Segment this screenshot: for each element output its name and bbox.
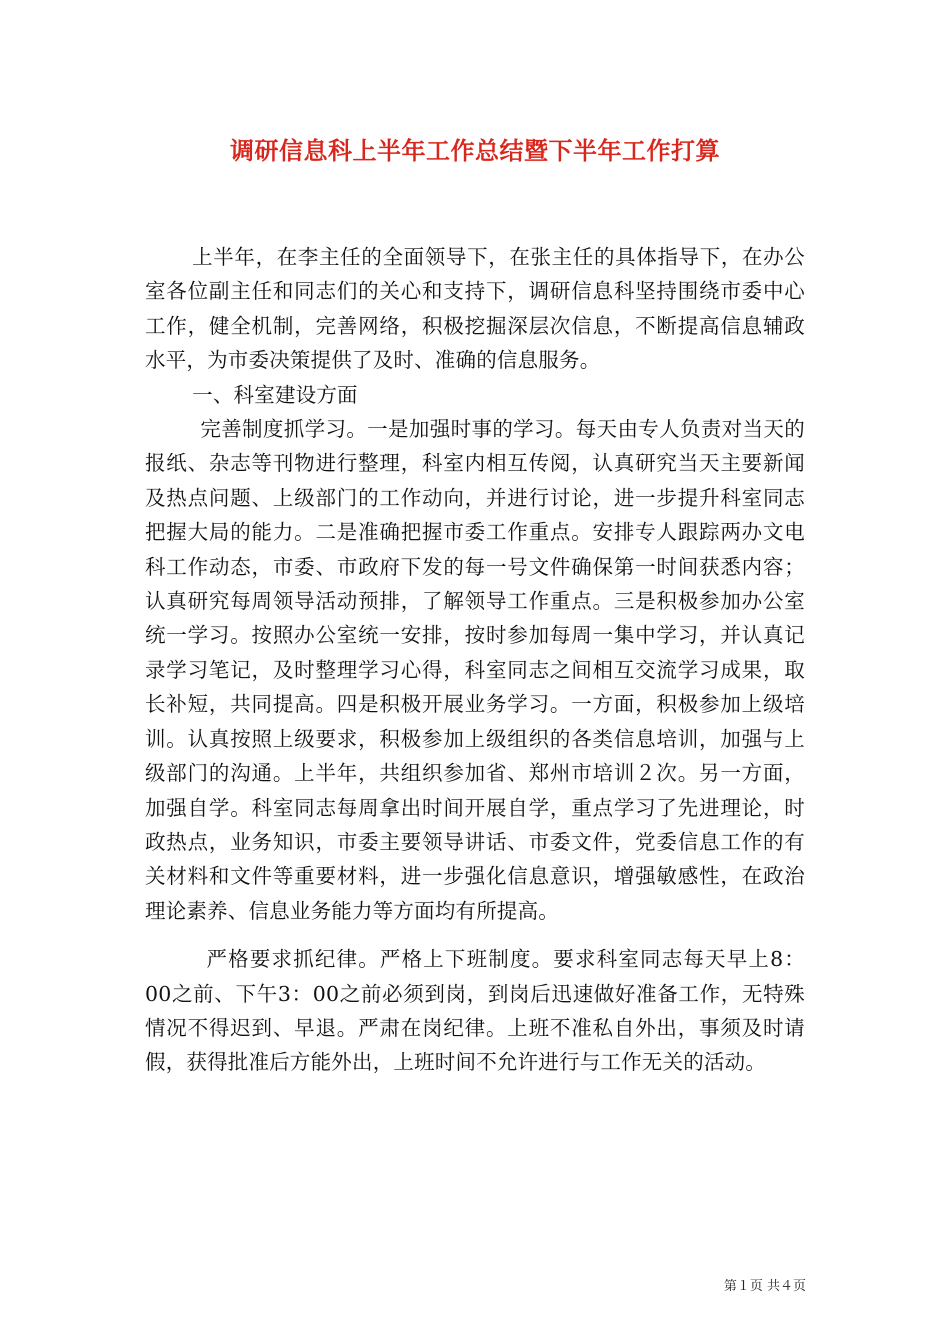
discipline-paragraph: 严格要求抓纪律。严格上下班制度。要求科室同志每天早上8：00之前、下午3：00之前必须到岗，到岗后迅速做好准备工作，无特殊情况不得迟到、早退。严肃在岗纪律。上班不准私自外出，事须及时请假，获得批准后方能外出，上班时间不允许进行与工作无关的活动。 xyxy=(145,947,805,1075)
section-heading: 一、科室建设方面 xyxy=(192,382,358,407)
study-paragraph: 完善制度抓学习。一是加强时事的学习。每天由专人负责对当天的报纸、杂志等刊物进行整理，科室内相互传阅，认真研究当天主要新闻及热点问题、上级部门的工作动向，并进行讨论，进一步提升科室同志把握大局的能力。二是准确把握市委工作重点。安排专人跟踪两办文电科工作动态，市委、市政府下发的每一号文件确保第一时间获悉内容；认真研究每周领导活动预排，了解领导工作重点。三是积极参加办公室统一学习。按照办公室统一安排，按时参加每周一集中学习，并认真记录学习笔记，及时整理学习心得，科室同志之间相互交流学习成果，取长补短，共同提高。四是积极开展业务学习。一方面，积极参加上级培训。认真按照上级要求，积极参加上级组织的各类信息培训，加强与上级部门的沟通。上半年，共组织参加省、郑州市培训２次。另一方面，加强自学。科室同志每周拿出时间开展自学，重点学习了先进理论，时政热点，业务知识，市委主要领导讲话、市委文件，党委信息工作的有关材料和文件等重要材料，进一步强化信息意识，增强敏感性，在政治理论素养、信息业务能力等方面均有所提高。 xyxy=(145,417,805,923)
document-body xyxy=(145,240,805,1080)
document-title: 调研信息科上半年工作总结暨下半年工作打算 xyxy=(230,136,720,165)
page-number: 第１页 共４页 xyxy=(723,1279,806,1294)
intro-paragraph: 上半年，在李主任的全面领导下，在张主任的具体指导下，在办公室各位副主任和同志们的关心和支持下，调研信息科坚持围绕市委中心工作，健全机制，完善网络，积极挖掘深层次信息，不断提高信息辅政水平，为市委决策提供了及时、准确的信息服务。 xyxy=(145,245,805,373)
